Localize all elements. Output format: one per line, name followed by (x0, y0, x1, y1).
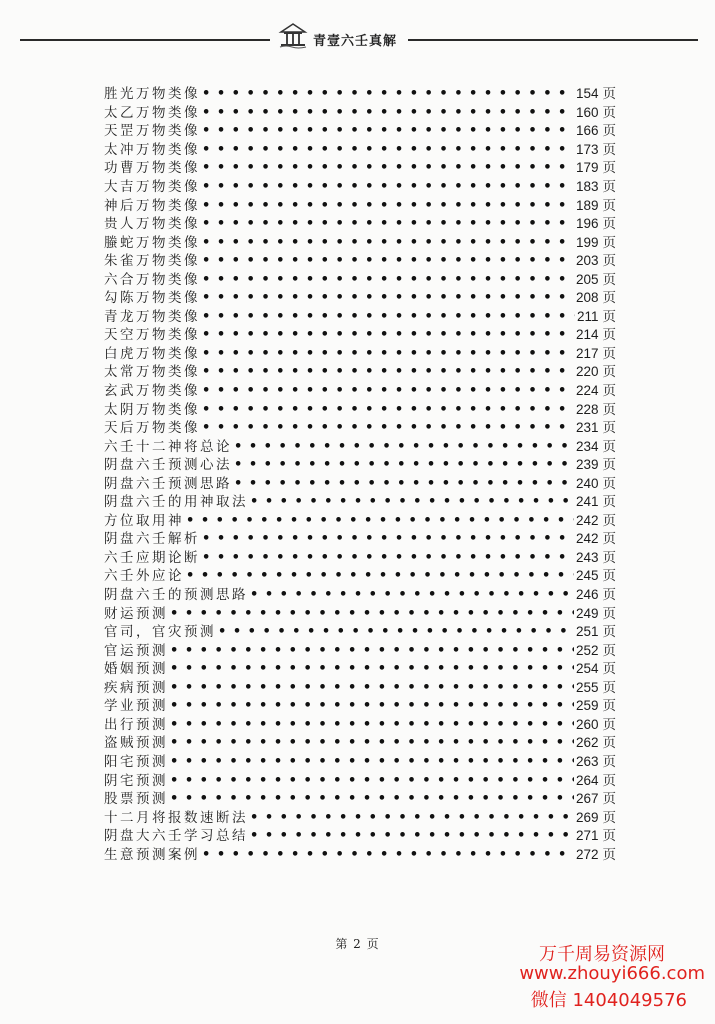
toc-entry-title: 阴盘六壬预测思路 (104, 475, 232, 492)
toc-leader-dots (168, 772, 574, 790)
toc-entry-page: 249 (575, 605, 599, 621)
toc-entry-page: 242 (575, 531, 599, 547)
toc-entry-unit: 页 (602, 197, 616, 214)
toc-leader-dots (168, 642, 574, 660)
toc-entry-unit: 页 (602, 234, 616, 251)
toc-leader-dots (200, 141, 574, 159)
toc-entry-title: 阴盘大六壬学习总结 (104, 828, 248, 845)
toc-entry-unit: 页 (602, 679, 616, 696)
toc-leader-dots (200, 419, 574, 437)
toc-entry-unit: 页 (602, 568, 616, 585)
toc-entry-unit: 页 (602, 123, 616, 140)
toc-entry (104, 474, 616, 493)
toc-entry-page: 228 (575, 401, 599, 417)
toc-entry (104, 308, 616, 327)
toc-entry-title: 六壬外应论 (104, 568, 184, 585)
toc-leader-dots (200, 215, 574, 233)
toc-entry-unit: 页 (602, 141, 616, 158)
toc-leader-dots (200, 530, 574, 548)
toc-leader-dots (232, 456, 574, 474)
toc-entry-page: 173 (575, 141, 599, 157)
toc-entry (104, 845, 616, 864)
toc-entry (104, 270, 616, 289)
toc-entry-title: 六合万物类像 (104, 271, 200, 288)
toc-entry-title: 太阴万物类像 (104, 401, 200, 418)
toc-entry-page: 254 (575, 661, 599, 677)
toc-entry-unit: 页 (602, 160, 616, 177)
toc-entry-page: 267 (575, 791, 599, 807)
toc-entry (104, 196, 616, 215)
toc-leader-dots (200, 159, 574, 177)
toc-leader-dots (200, 271, 574, 289)
toc-entry-unit: 页 (602, 716, 616, 733)
toc-entry-title: 阴盘六壬解析 (104, 531, 200, 548)
toc-entry-page: 208 (575, 290, 599, 306)
toc-entry (104, 493, 616, 512)
toc-entry-page: 260 (575, 716, 599, 732)
toc-entry-title: 贵人万物类像 (104, 216, 200, 233)
toc-entry-title: 螣蛇万物类像 (104, 234, 200, 251)
toc-leader-dots (184, 512, 574, 530)
header-title: 青壹六壬真解 (313, 34, 398, 49)
toc-entry-page: 269 (575, 809, 599, 825)
toc-entry-title: 神后万物类像 (104, 197, 200, 214)
toc-entry-unit: 页 (602, 457, 616, 474)
toc-leader-dots (200, 401, 574, 419)
toc-entry (104, 400, 616, 419)
toc-entry (104, 530, 616, 549)
toc-entry-unit: 页 (602, 308, 616, 325)
toc-entry (104, 382, 616, 401)
toc-entry (104, 827, 616, 846)
toc-entry-unit: 页 (602, 420, 616, 437)
toc-entry-title: 青龙万物类像 (104, 308, 200, 325)
toc-entry-title: 天罡万物类像 (104, 123, 200, 140)
toc-entry-page: 262 (575, 735, 599, 751)
toc-leader-dots (200, 363, 574, 381)
toc-entry-title: 勾陈万物类像 (104, 290, 200, 307)
toc-entry-page: 205 (575, 271, 599, 287)
toc-entry-unit: 页 (602, 216, 616, 233)
toc-entry (104, 289, 616, 308)
toc-entry-title: 盗贼预测 (104, 735, 168, 752)
toc-entry (104, 104, 616, 123)
toc-leader-dots (168, 697, 574, 715)
toc-entry-title: 学业预测 (104, 698, 168, 715)
toc-entry-unit: 页 (602, 401, 616, 418)
toc-entry-page: 245 (575, 568, 599, 584)
toc-entry-page: 243 (575, 549, 599, 565)
toc-entry (104, 679, 616, 698)
toc-entry (104, 252, 616, 271)
toc-entry-title: 阴宅预测 (104, 772, 168, 789)
toc-entry-unit: 页 (602, 587, 616, 604)
toc-entry-page: 220 (575, 364, 599, 380)
toc-entry-title: 阴盘六壬预测心法 (104, 457, 232, 474)
toc-entry-unit: 页 (602, 661, 616, 678)
page-number: 第 2 页 (335, 937, 380, 951)
toc-entry-unit: 页 (602, 512, 616, 529)
toc-entry (104, 419, 616, 438)
toc-leader-dots (200, 289, 574, 307)
toc-entry-page: 251 (575, 624, 599, 640)
page-header (0, 17, 715, 57)
toc-entry-unit: 页 (602, 327, 616, 344)
toc-entry-title: 六壬十二神将总论 (104, 438, 232, 455)
toc-leader-dots (248, 493, 574, 511)
toc-entry-page: 196 (575, 216, 599, 232)
watermark-line-1: 万千周易资源网 (539, 944, 665, 965)
toc-leader-dots (168, 753, 574, 771)
toc-entry (104, 178, 616, 197)
toc-entry-title: 太冲万物类像 (104, 141, 200, 158)
toc-entry-title: 功曹万物类像 (104, 160, 200, 177)
toc-entry-title: 白虎万物类像 (104, 345, 200, 362)
toc-entry-unit: 页 (602, 735, 616, 752)
toc-entry-title: 朱雀万物类像 (104, 253, 200, 270)
toc-leader-dots (168, 734, 574, 752)
toc-entry-title: 六壬应期论断 (104, 549, 200, 566)
toc-entry-unit: 页 (602, 475, 616, 492)
toc-entry (104, 697, 616, 716)
toc-entry-page: 252 (575, 642, 599, 658)
toc-entry-page: 231 (575, 420, 599, 436)
toc-entry (104, 586, 616, 605)
toc-entry-page: 217 (575, 345, 599, 361)
toc-entry-unit: 页 (602, 753, 616, 770)
toc-leader-dots (200, 85, 574, 103)
toc-entry-page: 263 (575, 753, 599, 769)
toc-leader-dots (168, 679, 574, 697)
toc-entry-title: 天后万物类像 (104, 420, 200, 437)
toc-entry (104, 567, 616, 586)
toc-leader-dots (200, 345, 574, 363)
toc-leader-dots (248, 809, 574, 827)
toc-entry-unit: 页 (602, 809, 616, 826)
toc-entry-unit: 页 (602, 253, 616, 270)
toc-entry (104, 512, 616, 531)
toc-entry-title: 官运预测 (104, 642, 168, 659)
toc-entry-page: 166 (575, 123, 599, 139)
toc-entry-page: 179 (575, 160, 599, 176)
toc-entry (104, 716, 616, 735)
toc-leader-dots (248, 586, 574, 604)
toc-entry-title: 太乙万物类像 (104, 104, 200, 121)
toc-entry-title: 玄武万物类像 (104, 383, 200, 400)
toc-entry-page: 246 (575, 587, 599, 603)
toc-entry (104, 734, 616, 753)
toc-entry-page: 189 (575, 197, 599, 213)
toc-entry-title: 十二月将报数速断法 (104, 809, 248, 826)
toc-entry (104, 363, 616, 382)
toc-entry-unit: 页 (602, 438, 616, 455)
toc-entry-title: 财运预测 (104, 605, 168, 622)
toc-leader-dots (200, 382, 574, 400)
toc-entry-unit: 页 (602, 86, 616, 103)
toc-entry (104, 122, 616, 141)
toc-entry (104, 141, 616, 160)
watermark-contact: 微信 1404049576 (530, 990, 687, 1011)
toc-entry-page: 183 (575, 179, 599, 194)
toc-entry (104, 604, 616, 623)
toc-entry-page: 239 (575, 457, 599, 473)
toc-leader-dots (200, 252, 574, 270)
toc-entry-unit: 页 (602, 772, 616, 789)
toc-leader-dots (200, 197, 574, 215)
toc-leader-dots (200, 104, 574, 122)
toc-entry-unit: 页 (602, 290, 616, 307)
toc-entry-unit: 页 (602, 828, 616, 845)
toc-entry-unit: 页 (602, 271, 616, 288)
toc-entry (104, 771, 616, 790)
pavilion-logo-icon (278, 20, 308, 50)
toc-leader-dots (248, 827, 574, 845)
toc-leader-dots (232, 475, 574, 493)
toc-entry-unit: 页 (602, 642, 616, 659)
toc-entry-page: 240 (575, 475, 599, 491)
toc-entry (104, 437, 616, 456)
toc-entry (104, 85, 616, 104)
toc-leader-dots (168, 660, 574, 678)
toc-entry-unit: 页 (602, 531, 616, 548)
toc-entry-page: 272 (575, 846, 599, 862)
toc-entry (104, 326, 616, 345)
toc-leader-dots (232, 438, 574, 456)
toc-leader-dots (200, 549, 574, 567)
toc-entry-title: 疾病预测 (104, 679, 168, 696)
toc-entry-unit: 页 (602, 624, 616, 641)
toc-entry-title: 方位取用神 (104, 512, 184, 529)
toc-entry (104, 660, 616, 679)
toc-leader-dots (200, 234, 574, 252)
toc-entry-page: 242 (575, 512, 599, 528)
toc-entry (104, 345, 616, 364)
toc-entry-page: 203 (575, 253, 599, 269)
toc-entry-page: 271 (575, 828, 599, 844)
toc-entry-title: 天空万物类像 (104, 327, 200, 344)
toc-entry-title: 阴盘六壬的用神取法 (104, 494, 248, 511)
toc-entry (104, 753, 616, 772)
toc-leader-dots (200, 308, 575, 326)
toc-entry-page: 211 (576, 308, 599, 324)
toc-entry-title: 股票预测 (104, 791, 168, 808)
toc-entry-unit: 页 (602, 179, 616, 195)
toc-entry-unit: 页 (602, 698, 616, 715)
toc-entry (104, 641, 616, 660)
toc-entry-title: 胜光万物类像 (104, 86, 200, 103)
toc-entry-page: 214 (575, 327, 599, 343)
toc-entry (104, 233, 616, 252)
table-of-contents (104, 85, 616, 864)
toc-entry-unit: 页 (602, 549, 616, 566)
toc-entry (104, 623, 616, 642)
toc-entry-unit: 页 (602, 791, 616, 808)
toc-entry-unit: 页 (602, 494, 616, 511)
toc-entry-page: 234 (575, 438, 599, 454)
toc-entry-title: 大吉万物类像 (104, 179, 200, 195)
toc-entry-unit: 页 (602, 383, 616, 400)
toc-entry-page: 224 (575, 383, 599, 399)
toc-entry-unit: 页 (602, 605, 616, 622)
toc-entry (104, 790, 616, 809)
toc-entry-unit: 页 (602, 846, 616, 863)
toc-entry-title: 婚姻预测 (104, 661, 168, 678)
toc-entry-title: 阳宅预测 (104, 753, 168, 770)
toc-entry-title: 太常万物类像 (104, 364, 200, 381)
toc-entry-unit: 页 (602, 104, 616, 121)
toc-entry-page: 259 (575, 698, 599, 714)
toc-entry-page: 264 (575, 772, 599, 788)
toc-leader-dots (200, 326, 574, 344)
header-rule-left (20, 39, 270, 41)
toc-entry-title: 生意预测案例 (104, 846, 200, 863)
header-rule-right (408, 39, 698, 41)
toc-leader-dots (184, 567, 574, 585)
toc-entry-title: 官司，官灾预测 (104, 624, 216, 641)
toc-entry-unit: 页 (602, 345, 616, 362)
toc-entry-title: 出行预测 (104, 716, 168, 733)
toc-entry (104, 215, 616, 234)
toc-leader-dots (168, 716, 574, 734)
toc-leader-dots (200, 846, 574, 864)
watermark-url: www.zhouyi666.com (519, 963, 705, 984)
toc-leader-dots (200, 178, 574, 196)
toc-entry-page: 255 (575, 679, 599, 695)
toc-leader-dots (168, 605, 574, 623)
toc-entry-unit: 页 (602, 364, 616, 381)
toc-entry-page: 199 (575, 234, 599, 250)
toc-entry-title: 阴盘六壬的预测思路 (104, 587, 248, 604)
toc-entry (104, 159, 616, 178)
toc-entry (104, 808, 616, 827)
toc-leader-dots (168, 790, 574, 808)
toc-entry (104, 549, 616, 568)
toc-entry (104, 456, 616, 475)
toc-leader-dots (200, 122, 574, 140)
toc-entry-page: 160 (575, 104, 599, 120)
toc-leader-dots (216, 623, 574, 641)
toc-entry-page: 241 (575, 494, 599, 510)
toc-entry-page: 154 (575, 86, 599, 102)
